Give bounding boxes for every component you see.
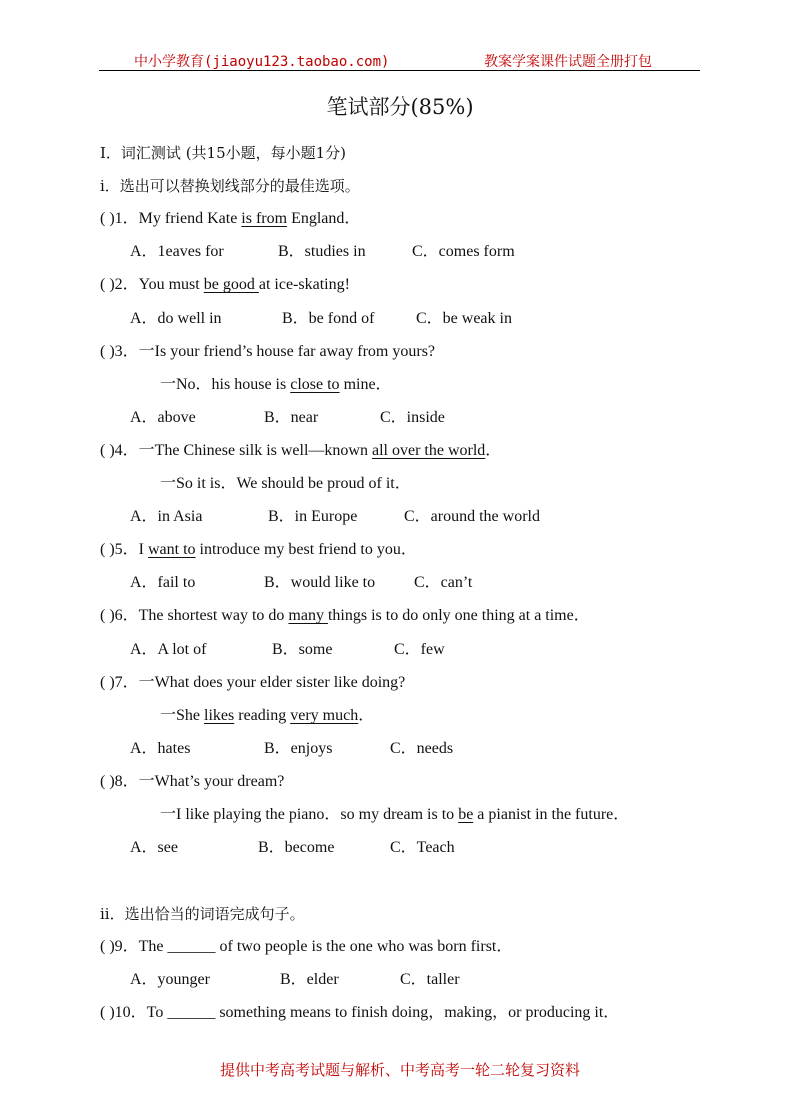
page-title: 笔试部分(85%) xyxy=(326,95,474,119)
q6-option-c: C．few xyxy=(394,641,445,658)
question-3-reply-pre: 一No．his house is xyxy=(160,376,291,393)
q3-option-b: B．near xyxy=(264,409,319,426)
q5-option-b: B．would like to xyxy=(264,574,376,591)
q7-option-a: A．hates xyxy=(130,740,191,757)
q7-option-b: B．enjoys xyxy=(264,740,333,757)
question-3-underlined: close to xyxy=(290,376,340,393)
question-1 xyxy=(100,209,360,229)
footer-text: 提供中考高考试题与解析、中考高考一轮二轮复习资料 xyxy=(219,1061,580,1079)
question-4 xyxy=(100,441,501,461)
q5-option-c: C．can’t xyxy=(414,574,473,591)
part-i-instruction: i．选出可以替换划线部分的最佳选项。 xyxy=(100,177,360,195)
question-6-underlined: many xyxy=(288,607,328,624)
question-8-underlined: be xyxy=(458,806,474,823)
q7-option-c: C．needs xyxy=(390,740,454,757)
q8-option-c: C．Teach xyxy=(390,839,455,856)
q4-option-c: C．around the world xyxy=(404,508,540,525)
question-1-post: England． xyxy=(287,210,361,227)
question-9: ( )9．The ______ of two people is the one who was born first． xyxy=(100,938,513,955)
question-7-underlined-1: likes xyxy=(204,707,235,724)
question-3-reply-post: mine． xyxy=(339,376,392,393)
q2-option-b: B．be fond of xyxy=(282,310,375,327)
q4-option-b: B．in Europe xyxy=(268,508,358,525)
question-5-post: introduce my best friend to you． xyxy=(195,541,417,558)
q1-option-b: B．studies in xyxy=(278,243,366,260)
q4-option-a: A．in Asia xyxy=(130,508,203,525)
question-10: ( )10．To ______ something means to finish doing，making，or producing it． xyxy=(100,1004,620,1021)
q8-option-b: B．become xyxy=(258,839,335,856)
question-8: ( )8．一What’s your dream? xyxy=(100,773,285,790)
question-6-pre: ( )6．The shortest way to do xyxy=(100,607,289,624)
q6-option-a: A．A lot of xyxy=(130,641,207,658)
header-right-text: 教案学案课件试题全册打包 xyxy=(484,54,652,70)
part-ii-instruction: ii．选出恰当的词语完成句子。 xyxy=(100,905,305,923)
question-4-underlined: all over the world xyxy=(371,442,486,459)
question-2-post: at ice-skating! xyxy=(258,276,350,293)
q2-option-a: A．do well in xyxy=(130,310,222,327)
question-5-pre: ( )5．I xyxy=(100,541,148,558)
q8-option-a: A．see xyxy=(130,839,178,856)
question-6 xyxy=(100,606,590,626)
question-2-pre: ( )2．You must xyxy=(100,276,204,293)
question-8-reply xyxy=(160,805,629,825)
question-4-pre: ( )4．一The Chinese silk is well—known xyxy=(100,442,372,459)
question-7-reply-post: ． xyxy=(358,707,375,724)
question-3-reply xyxy=(160,375,392,395)
question-2 xyxy=(100,275,350,295)
section-heading: I．词汇测试 (共15小题，每小题1分) xyxy=(100,144,347,162)
q9-option-b: B．elder xyxy=(280,971,339,988)
q6-option-b: B．some xyxy=(272,641,333,658)
question-4-post: ． xyxy=(485,442,502,459)
question-1-underlined: is from xyxy=(241,210,288,227)
question-8-reply-post: a pianist in the future． xyxy=(473,806,630,823)
q3-option-a: A．above xyxy=(130,409,196,426)
question-8-reply-pre: 一I like playing the piano．so my dream is to xyxy=(160,806,459,823)
question-5 xyxy=(100,540,417,560)
question-1-pre: ( )1．My friend Kate xyxy=(100,210,242,227)
question-5-underlined: want to xyxy=(148,541,196,558)
q3-option-c: C．inside xyxy=(380,409,445,426)
question-3: ( )3．一Is your friend’s house far away from yours? xyxy=(100,343,436,360)
question-6-post: things is to do only one thing at a time． xyxy=(327,607,590,624)
question-7-underlined-2: very much xyxy=(290,707,359,724)
header-left-text: 中小学教育(jiaoyu123.taobao.com) xyxy=(134,54,390,70)
question-7: ( )7．一What does your elder sister like doing? xyxy=(100,674,406,691)
question-2-underlined: be good xyxy=(203,276,259,293)
q2-option-c: C．be weak in xyxy=(416,310,512,327)
question-4-reply: 一So it is．We should be proud of it． xyxy=(160,475,411,492)
question-7-reply-pre: 一She xyxy=(160,707,205,724)
q1-option-c: C．comes form xyxy=(412,243,515,260)
header-divider xyxy=(99,70,700,71)
q9-option-a: A．younger xyxy=(130,971,210,988)
q5-option-a: A．fail to xyxy=(130,574,196,591)
q1-option-a: A．1eaves for xyxy=(130,243,224,260)
question-7-reply xyxy=(160,706,374,726)
q9-option-c: C．taller xyxy=(400,971,460,988)
question-7-reply-mid: reading xyxy=(234,707,291,724)
